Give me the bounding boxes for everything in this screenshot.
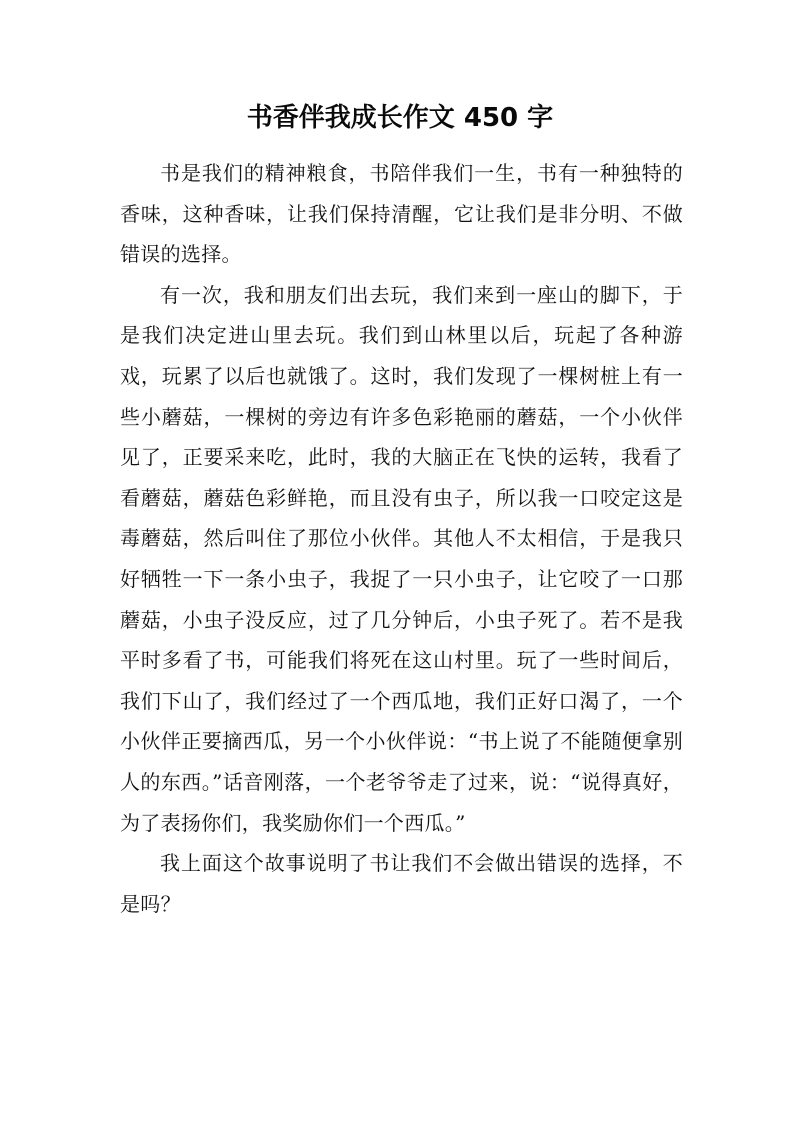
paragraph-3: 我上面这个故事说明了书让我们不会做出错误的选择，不是吗？	[120, 851, 683, 916]
essay-title: 书香伴我成长作文 450 字	[246, 103, 554, 133]
essay-body	[120, 153, 683, 924]
paragraph-2: 有一次，我和朋友们出去玩，我们来到一座山的脚下，于是我们决定进山里去玩。我们到山林里以后，玩起了各种游戏，玩累了以后也就饿了。这时，我们发现了一棵树桩上有一些小蘑菇，一棵树的旁边有许多色彩艳丽的蘑菇，一个小伙伴见了，正要采来吃，此时，我的大脑正在飞快的运转，我看了看蘑菇，蘑菇色彩鲜艳，而且没有虫子，所以我一口咬定这是毒蘑菇，然后叫住了那位小伙伴。其他人不太相信，于是我只好牺牲一下一条小虫子，我捉了一只小虫子，让它咬了一口那蘑菇，小虫子没反应，过了几分钟后，小虫子死了。若不是我平时多看了书，可能我们将死在这山村里。玩了一些时间后，我们下山了，我们经过了一个西瓜地，我们正好口渴了，一个小伙伴正要摘西瓜，另一个小伙伴说：“书上说了不能随便拿别人的东西。”话音刚落，一个老爷爷走了过来，说：“说得真好，为了表扬你们，我奖励你们一个西瓜。”	[120, 282, 683, 835]
paragraph-1: 书是我们的精神粮食，书陪伴我们一生，书有一种独特的香味，这种香味，让我们保持清醒，它让我们是非分明、不做错误的选择。	[120, 161, 683, 267]
